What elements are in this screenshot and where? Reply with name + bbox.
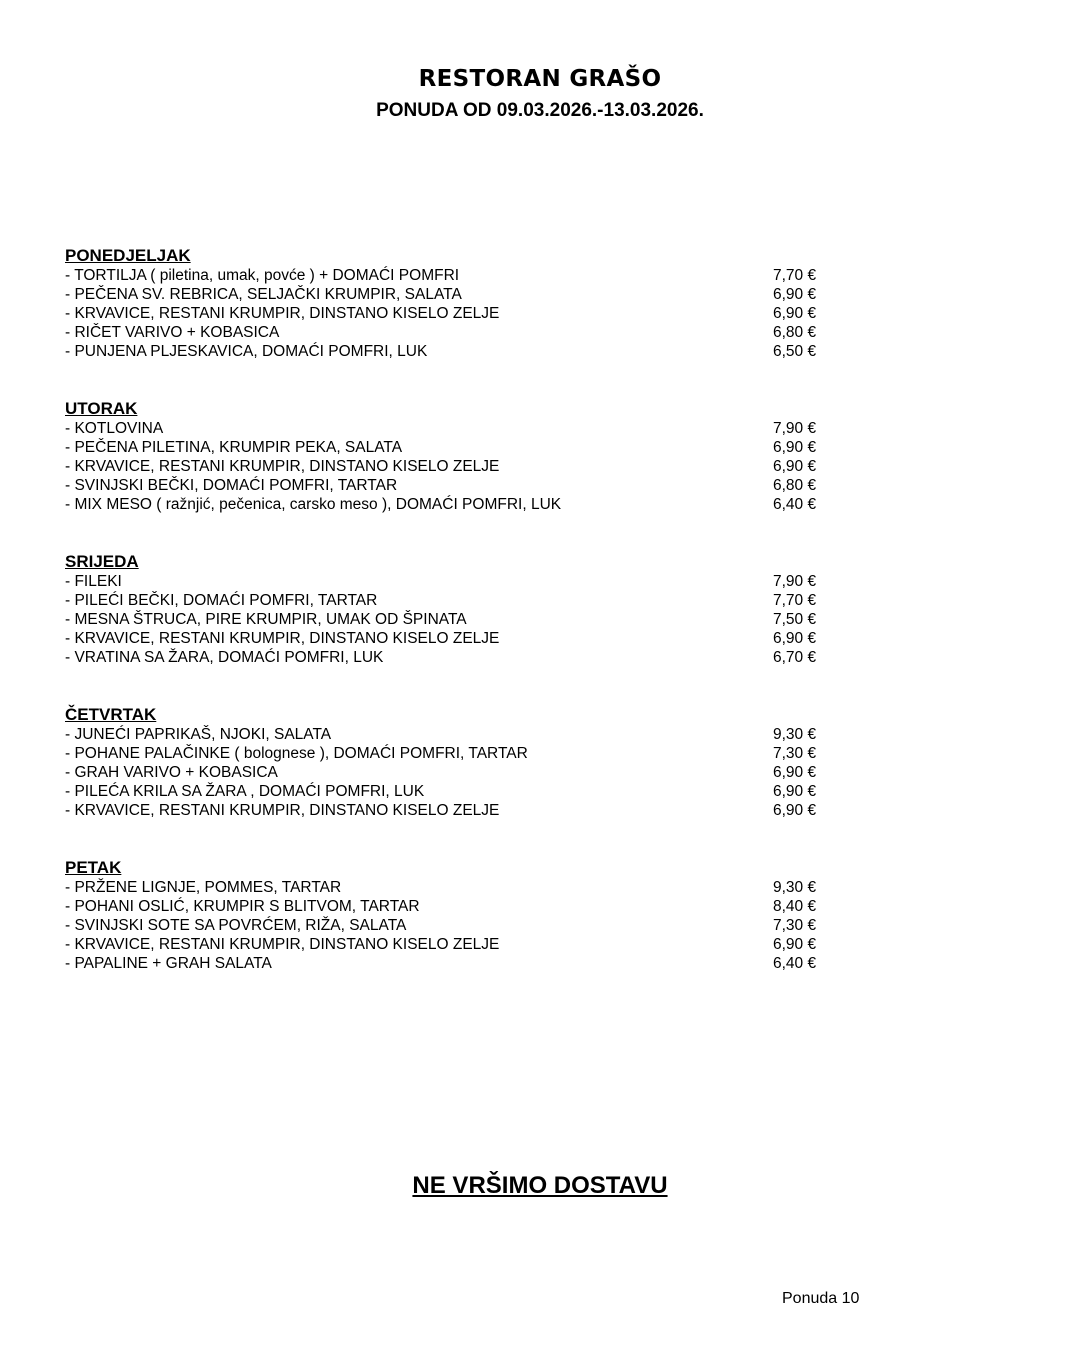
menu-item [65,610,825,629]
menu-item [65,266,825,285]
dish-name: - POHANI OSLIĆ, KRUMPIR S BLITVOM, TARTAR [65,898,420,915]
page-label: Ponuda 10 [782,1290,860,1307]
dish-price: 6,90 € [773,305,817,322]
dish-name: - JUNEĆI PAPRIKAŠ, NJOKI, SALATA [65,726,332,743]
dish-price: 7,70 € [773,592,817,609]
page-title: RESTORAN GRAŠO [418,66,662,92]
dish-name: - KRVAVICE, RESTANI KRUMPIR, DINSTANO KISELO ZELJE [65,458,500,475]
menu-item [65,591,825,610]
menu-item [65,457,825,476]
menu-item [65,323,825,342]
dish-name: - PUNJENA PLJESKAVICA, DOMAĆI POMFRI, LUK [65,343,428,360]
day-section-friday [65,858,825,973]
dish-name: - KOTLOVINA [65,420,164,437]
dish-name: - MESNA ŠTRUCA, PIRE KRUMPIR, UMAK OD ŠPINATA [65,611,467,628]
day-title: SRIJEDA [65,552,139,571]
day-section-tuesday [65,399,825,514]
dish-price: 6,90 € [773,630,817,647]
dish-name: - PEČENA SV. REBRICA, SELJAČKI KRUMPIR, SALATA [65,286,462,303]
menu-item [65,495,825,514]
dish-price: 6,90 € [773,936,817,953]
menu-item [65,744,825,763]
dish-name: - SVINJSKI SOTE SA POVRĆEM, RIŽA, SALATA [65,917,407,934]
dish-price: 6,90 € [773,286,817,303]
dish-price: 7,30 € [773,745,817,762]
dish-price: 6,70 € [773,649,817,666]
menu-item [65,897,825,916]
dish-price: 7,50 € [773,611,817,628]
dish-name: - VRATINA SA ŽARA, DOMAĆI POMFRI, LUK [65,649,384,666]
menu-item [65,916,825,935]
menu-item [65,801,825,820]
dish-price: 7,90 € [773,573,817,590]
dish-price: 6,90 € [773,764,817,781]
dish-price: 6,90 € [773,458,817,475]
dish-price: 7,90 € [773,420,817,437]
dish-price: 9,30 € [773,879,817,896]
day-title: UTORAK [65,399,138,418]
menu-item [65,342,825,361]
dish-name: - PAPALINE + GRAH SALATA [65,955,272,972]
dish-price: 9,30 € [773,726,817,743]
menu-item [65,935,825,954]
dish-name: - PILEĆI BEČKI, DOMAĆI POMFRI, TARTAR [65,592,378,609]
menu-item [65,438,825,457]
menu-item [65,782,825,801]
menu-item [65,725,825,744]
menu-item [65,572,825,591]
dish-name: - PEČENA PILETINA, KRUMPIR PEKA, SALATA [65,439,403,456]
menu-item [65,304,825,323]
dish-name: - PRŽENE LIGNJE, POMMES, TARTAR [65,879,342,896]
dish-price: 6,40 € [773,955,817,972]
day-title: PETAK [65,858,122,877]
weekly-menu [65,246,825,1011]
menu-item [65,648,825,667]
dish-price: 6,40 € [773,496,817,513]
dish-name: - KRVAVICE, RESTANI KRUMPIR, DINSTANO KISELO ZELJE [65,936,500,953]
dish-price: 8,40 € [773,898,817,915]
day-section-thursday [65,705,825,820]
day-title: ČETVRTAK [65,705,157,724]
dish-name: - PILEĆA KRILA SA ŽARA , DOMAĆI POMFRI, LUK [65,783,425,800]
menu-item [65,629,825,648]
dish-name: - MIX MESO ( ražnjić, pečenica, carsko meso ), DOMAĆI POMFRI, LUK [65,496,562,513]
menu-item [65,878,825,897]
dish-price: 7,70 € [773,267,817,284]
dish-name: - KRVAVICE, RESTANI KRUMPIR, DINSTANO KISELO ZELJE [65,802,500,819]
menu-item [65,419,825,438]
dish-price: 7,30 € [773,917,817,934]
day-section-wednesday [65,552,825,667]
dish-name: - SVINJSKI BEČKI, DOMAĆI POMFRI, TARTAR [65,477,398,494]
menu-item [65,954,825,973]
dish-price: 6,90 € [773,802,817,819]
dish-name: - KRVAVICE, RESTANI KRUMPIR, DINSTANO KISELO ZELJE [65,305,500,322]
dish-name: - POHANE PALAČINKE ( bolognese ), DOMAĆI POMFRI, TARTAR [65,745,528,762]
dish-name: - GRAH VARIVO + KOBASICA [65,764,278,781]
dish-price: 6,80 € [773,477,817,494]
dish-price: 6,90 € [773,439,817,456]
dish-name: - KRVAVICE, RESTANI KRUMPIR, DINSTANO KISELO ZELJE [65,630,500,647]
menu-item [65,285,825,304]
dish-name: - TORTILJA ( piletina, umak, povće ) + DOMAĆI POMFRI [65,267,460,284]
no-delivery-notice: NE VRŠIMO DOSTAVU [412,1172,668,1199]
menu-item [65,763,825,782]
dish-name: - FILEKI [65,573,122,590]
menu-item [65,476,825,495]
dish-price: 6,50 € [773,343,817,360]
day-title: PONEDJELJAK [65,246,191,265]
page-subtitle: PONUDA OD 09.03.2026.-13.03.2026. [376,100,704,121]
day-section-monday [65,246,825,361]
dish-price: 6,80 € [773,324,817,341]
dish-price: 6,90 € [773,783,817,800]
dish-name: - RIČET VARIVO + KOBASICA [65,324,280,341]
